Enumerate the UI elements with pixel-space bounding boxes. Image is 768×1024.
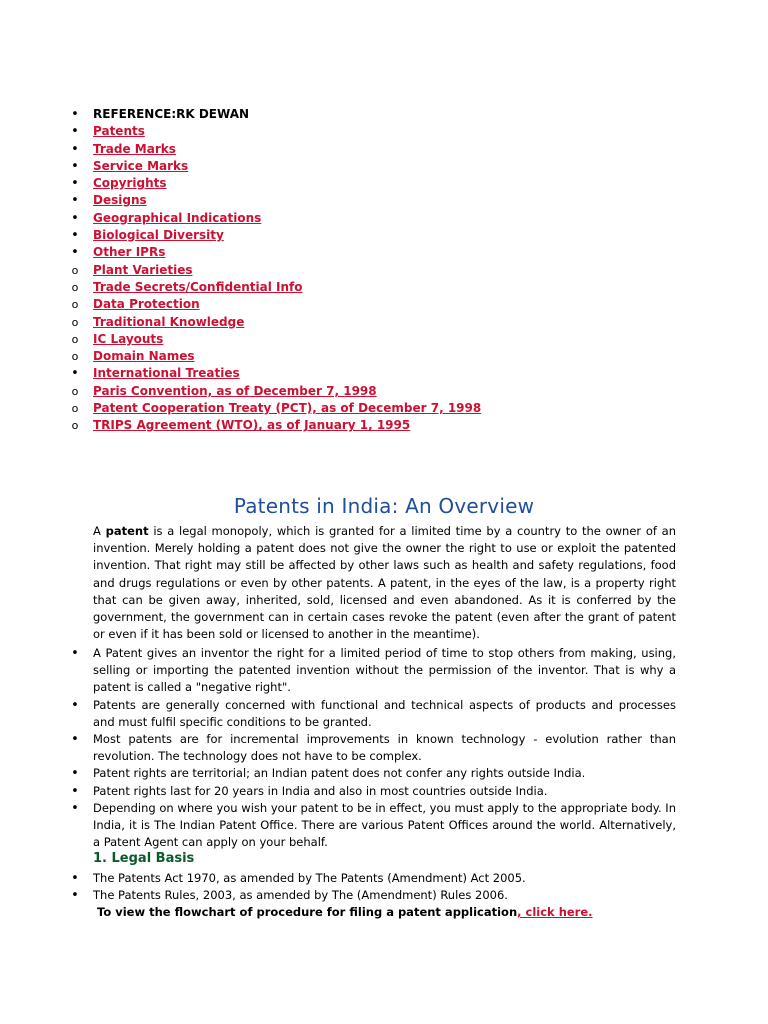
list-item — [66, 783, 676, 800]
flowchart-line — [97, 905, 593, 919]
basis-text: The Patents Rules, 2003, as amended by The (Amendment) Rules 2006. — [93, 888, 508, 903]
nav-link[interactable]: IC Layouts — [93, 331, 164, 346]
bullet-icon — [68, 348, 82, 365]
nav-item[interactable] — [66, 210, 706, 227]
intro-lead: A — [93, 524, 106, 538]
bullet-icon — [68, 783, 82, 800]
reference-item — [66, 106, 706, 123]
bullet-icon — [68, 365, 82, 382]
click-here-link[interactable]: , click here. — [517, 905, 593, 919]
reference-text: REFERENCE:RK DEWAN — [93, 107, 250, 121]
nav-item[interactable] — [66, 314, 706, 331]
flowchart-text: To view the flowchart of procedure for filing a patent application — [97, 905, 518, 919]
bullet-icon — [68, 417, 82, 434]
nav-item[interactable] — [66, 365, 706, 382]
ipr-link-list — [66, 106, 706, 435]
nav-item[interactable] — [66, 383, 706, 400]
bullet-icon — [68, 244, 82, 261]
nav-link[interactable]: TRIPS Agreement (WTO), as of January 1, 1995 — [93, 418, 411, 433]
nav-item[interactable] — [66, 400, 706, 417]
nav-link[interactable]: Traditional Knowledge — [93, 314, 245, 329]
intro-bold-word: patent — [105, 524, 149, 538]
nav-item[interactable] — [66, 331, 706, 348]
point-text: Depending on where you wish your patent to be in effect, you must apply to the appropriate body. In India, it is The Indian Patent Office. There are various Patent Offices around the world. Alternatively, a Patent Agent can apply on your behalf. — [93, 800, 676, 850]
basis-text: The Patents Act 1970, as amended by The Patents (Amendment) Act 2005. — [93, 871, 526, 885]
nav-link[interactable]: Patent Cooperation Treaty (PCT), as of December 7, 1998 — [93, 401, 482, 416]
nav-link[interactable]: Biological Diversity — [93, 228, 224, 243]
point-text: Patent rights last for 20 years in India and also in most countries outside India. — [93, 783, 548, 798]
bullet-icon — [68, 400, 82, 417]
nav-item[interactable] — [66, 227, 706, 244]
point-text: Most patents are for incremental improvements in known technology - evolution rather than revolution. The technology does not have to be complex. — [93, 732, 676, 764]
bullet-icon — [68, 141, 82, 158]
nav-link[interactable]: Trade Marks — [93, 141, 176, 156]
list-item — [66, 870, 676, 887]
page-title: Patents in India: An Overview — [233, 494, 535, 518]
nav-item[interactable] — [66, 123, 706, 140]
nav-link[interactable]: Paris Convention, as of December 7, 1998 — [93, 383, 377, 398]
nav-link[interactable]: Trade Secrets/Confidential Info — [93, 279, 303, 294]
bullet-icon — [68, 158, 82, 175]
nav-item[interactable] — [66, 417, 706, 434]
bullet-icon — [68, 279, 82, 296]
nav-item[interactable] — [66, 244, 706, 261]
nav-item[interactable] — [66, 279, 706, 296]
nav-link[interactable]: Patents — [93, 124, 145, 139]
bullet-icon — [68, 765, 82, 782]
bullet-icon — [68, 331, 82, 348]
nav-link[interactable]: Copyrights — [93, 176, 167, 191]
bullet-icon — [68, 697, 82, 714]
nav-link[interactable]: Plant Varieties — [93, 262, 193, 277]
patent-points-list — [66, 645, 676, 851]
bullet-icon — [68, 106, 82, 123]
point-text: Patent rights are territorial; an Indian patent does not confer any rights outside India. — [93, 766, 586, 781]
bullet-icon — [68, 175, 82, 192]
bullet-icon — [68, 262, 82, 279]
bullet-icon — [68, 870, 82, 887]
legal-basis-heading: 1. Legal Basis — [93, 851, 195, 866]
nav-link[interactable]: Service Marks — [93, 158, 189, 173]
bullet-icon — [68, 227, 82, 244]
point-text: Patents are generally concerned with functional and technical aspects of products and processes and must fulfil specific conditions to be granted. — [93, 697, 676, 729]
intro-rest: is a legal monopoly, which is granted for a limited time by a country to the owner of an invention. Merely holding a patent does not give the owner the right to use or exploit the patented invention. That right may still be affected by other laws such as health and safety regulations, food and drugs regulations or even by other patents. A patent, in the eyes of the law, is a property right that can be given away, inherited, sold, licensed and even abandoned. As it is conferred by the government, the government can in certain cases revoke the patent (even after the grant of patent or even if it has been sold or licensed to another in the meantime). — [93, 524, 676, 642]
bullet-icon — [68, 192, 82, 209]
intro-paragraph — [93, 523, 676, 643]
bullet-icon — [68, 296, 82, 313]
list-item — [66, 765, 676, 782]
nav-item[interactable] — [66, 141, 706, 158]
nav-item[interactable] — [66, 262, 706, 279]
nav-item[interactable] — [66, 175, 706, 192]
legal-basis-list — [66, 870, 676, 905]
nav-link[interactable]: Domain Names — [93, 349, 195, 364]
nav-link[interactable]: Designs — [93, 193, 147, 208]
bullet-icon — [68, 887, 82, 904]
point-text: A Patent gives an inventor the right for a limited period of time to stop others from making, using, selling or importing the patented invention without the permission of the inventor. That is why a patent is called a "negative right". — [93, 646, 676, 695]
nav-link[interactable]: Other IPRs — [93, 245, 166, 260]
bullet-icon — [68, 383, 82, 400]
nav-item[interactable] — [66, 192, 706, 209]
nav-link[interactable]: Data Protection — [93, 297, 200, 312]
nav-item[interactable] — [66, 296, 706, 313]
bullet-icon — [68, 731, 82, 748]
nav-link[interactable]: Geographical Indications — [93, 210, 262, 225]
list-item — [66, 731, 676, 765]
nav-link[interactable]: International Treaties — [93, 366, 240, 381]
bullet-icon — [68, 800, 82, 817]
nav-item[interactable] — [66, 158, 706, 175]
nav-item[interactable] — [66, 348, 706, 365]
bullet-icon — [68, 645, 82, 662]
bullet-icon — [68, 123, 82, 140]
bullet-icon — [68, 210, 82, 227]
list-item — [66, 697, 676, 731]
list-item — [66, 800, 676, 852]
bullet-icon — [68, 314, 82, 331]
list-item — [66, 645, 676, 697]
list-item — [66, 887, 676, 904]
